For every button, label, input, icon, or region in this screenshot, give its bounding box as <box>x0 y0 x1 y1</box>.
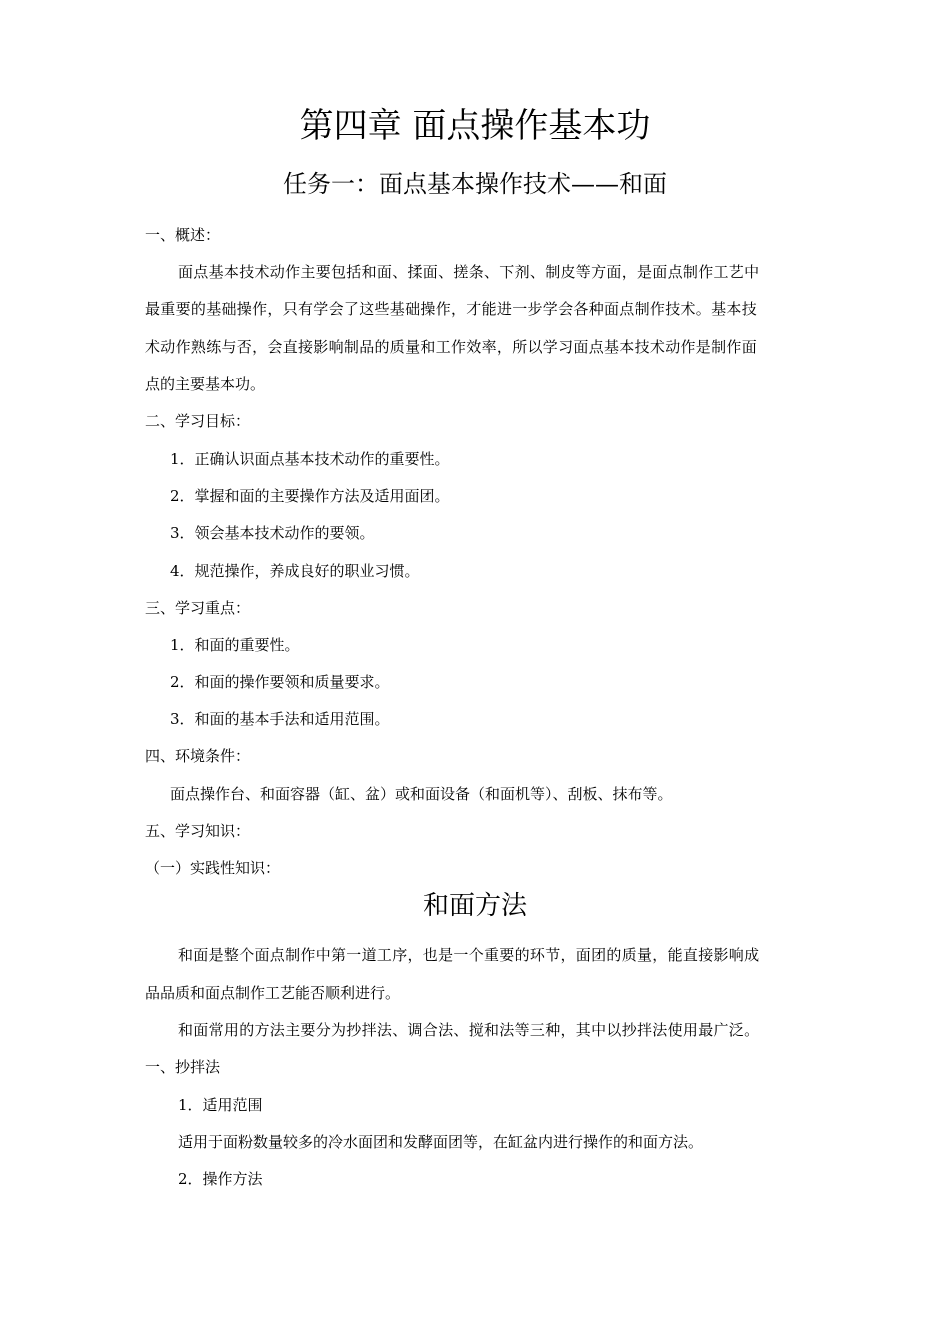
overview-heading: 一、概述： <box>145 226 221 244</box>
scope-heading: 1．适用范围 <box>178 1096 263 1114</box>
method-summary: 和面常用的方法主要分为抄拌法、调合法、搅和法等三种，其中以抄拌法使用最广泛。 <box>178 1021 760 1039</box>
operation-heading: 2．操作方法 <box>178 1170 263 1188</box>
focus-item-3: 3．和面的基本手法和适用范围。 <box>170 710 390 728</box>
method-title: 和面方法 <box>422 891 527 921</box>
goal-item-2: 2．掌握和面的主要操作方法及适用面团。 <box>170 487 450 505</box>
sub1-heading: 一、抄拌法 <box>145 1058 221 1076</box>
goal-item-1: 1．正确认识面点基本技术动作的重要性。 <box>170 450 450 468</box>
chapter-title: 第四章 面点操作基本功 <box>299 106 651 146</box>
overview-line-2: 最重要的基础操作，只有学会了这些基础操作，才能进一步学会各种面点制作技术。基本技 <box>145 300 758 318</box>
goal-item-4: 4．规范操作，养成良好的职业习惯。 <box>170 562 420 580</box>
method-intro-line-1: 和面是整个面点制作中第一道工序，也是一个重要的环节，面团的质量，能直接影响成 <box>178 946 760 964</box>
overview-line-3: 术动作熟练与否，会直接影响制品的质量和工作效率，所以学习面点基本技术动作是制作面 <box>145 338 758 356</box>
focus-item-1: 1．和面的重要性。 <box>170 636 300 654</box>
focus-item-2: 2．和面的操作要领和质量要求。 <box>170 673 390 691</box>
env-heading: 四、环境条件： <box>145 747 251 765</box>
scope-text: 适用于面粉数量较多的冷水面团和发酵面团等，在缸盆内进行操作的和面方法。 <box>178 1133 704 1151</box>
goal-item-3: 3．领会基本技术动作的要领。 <box>170 524 375 542</box>
env-text: 面点操作台、和面容器（缸、盆）或和面设备（和面机等）、刮板、抹布等。 <box>170 785 673 803</box>
focus-heading: 三、学习重点： <box>145 599 251 617</box>
practical-heading: （一）实践性知识： <box>145 859 281 877</box>
goals-heading: 二、学习目标： <box>145 412 251 430</box>
method-intro-line-2: 品品质和面点制作工艺能否顺利进行。 <box>145 984 401 1002</box>
task-title: 任务一：面点基本操作技术——和面 <box>283 170 667 198</box>
knowledge-heading: 五、学习知识： <box>145 822 251 840</box>
overview-line-4: 点的主要基本功。 <box>145 375 266 393</box>
overview-line-1: 面点基本技术动作主要包括和面、揉面、搓条、下剂、制皮等方面，是面点制作工艺中 <box>178 263 760 281</box>
